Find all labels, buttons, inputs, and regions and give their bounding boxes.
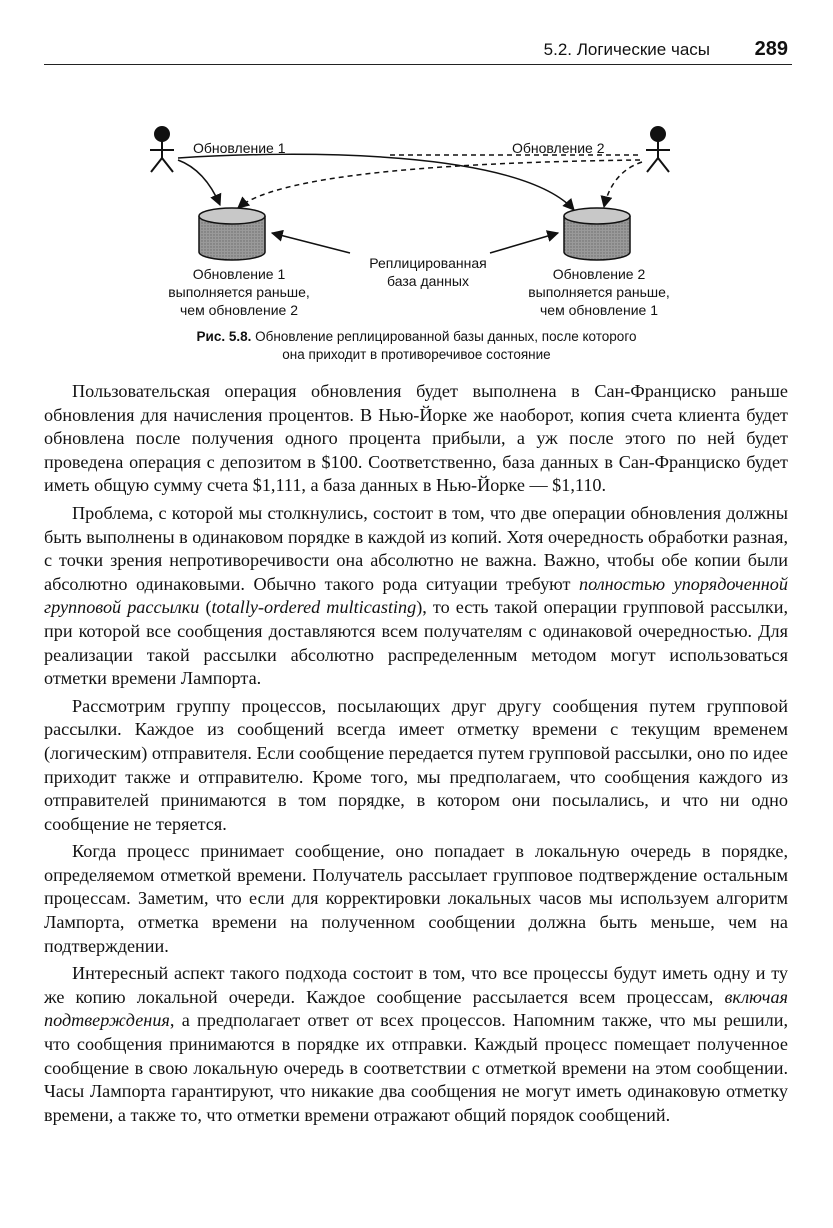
right-note-line2: выполняется раньше, bbox=[528, 284, 670, 300]
update2-label: Обновление 2 bbox=[512, 140, 605, 156]
paragraph-1: Пользовательская операция обновления будет выполнена в Сан-Франциско раньше обновления для начисления процентов. В Нью-Йорке же наоборот, копия счета клиента будет обновлена после получения одного процента прибыли, а уж после этого по ней будет проведена операция с депозитом в $100. Соответственно, база данных в Сан-Франциско будет иметь общую сумму счета $1,111, а база данных в Нью-Йорке — $1,110. bbox=[44, 381, 788, 496]
update1-to-left-db-arrow bbox=[178, 160, 220, 205]
left-note-line1: Обновление 1 bbox=[192, 266, 286, 282]
right-note-line3: чем обновление 1 bbox=[539, 302, 659, 318]
replicated-label-right-arrow bbox=[490, 233, 558, 253]
replicated-label-left-arrow bbox=[272, 233, 350, 253]
paragraph-2 bbox=[44, 502, 788, 691]
update1-to-right-db-arrow bbox=[178, 154, 574, 210]
left-note-line3: чем обновление 2 bbox=[179, 302, 299, 318]
figure-caption bbox=[60, 328, 773, 364]
paragraph-2-text-c: ), то есть такой операции групповой рассылки, при которой все сообщения доставляются всем получателям с одинаковой очередностью. Для реализации такой рассылки абсолютно распределенным методом могут использоваться отметки времени Лампорта. bbox=[44, 597, 788, 689]
figure-5-8 bbox=[0, 0, 833, 380]
header-section-title: 5.2. Логические часы bbox=[543, 40, 710, 59]
paragraph-2-emphasis-2: totally-ordered multicasting bbox=[211, 597, 417, 618]
paragraph-2-text-b: ( bbox=[199, 597, 212, 618]
right-user-icon bbox=[646, 127, 670, 172]
paragraph-5-text-b: , а предполагает ответ от всех процессов. Напомним также, что мы решили, что сообщения принимаются в порядке их отправки. Каждый процесс помещает полученное сообщение в свою локальную очередь в соответствии с отметкой времени на этом сообщении. Часы Лампорта гарантируют, что никакие два сообщения не могут иметь одинаковую отметку времени, а также то, что отметки времени отражают общий порядок сообщений. bbox=[44, 1010, 788, 1125]
left-note-line2: выполняется раньше, bbox=[168, 284, 310, 300]
update2-to-right-db-arrow bbox=[604, 162, 642, 207]
page-number: 289 bbox=[754, 38, 788, 60]
paragraph-2-text-a: Проблема, с которой мы столкнулись, состоит в том, что две операции обновления должны быть выполнены в одинаковом порядке в каждой из копий. Хотя очередность обработки разная, с точки зрения непротиворечивости она абсолютно не важна. Важно, чтобы обе копии были абсолютно одинаковыми. Обычно такого рода ситуации требуют bbox=[44, 502, 788, 594]
paragraph-3: Рассмотрим группу процессов, посылающих друг другу сообщения путем групповой рассылки. Каждое из сообщений всегда имеет отметку времени с текущим временем (логическим) отправителя. Если сообщение передается путем групповой рассылки, оно по идее приходит также и отправителю. Кроме того, мы предполагаем, что сообщения каждого из отправителей принимаются в том порядке, в котором они посылались, и что ни одно сообщение не теряется. bbox=[44, 695, 788, 834]
replicated-db-label-line1: Реплицированная bbox=[369, 255, 487, 271]
body-text bbox=[44, 380, 788, 1131]
caption-label: Рис. 5.8. bbox=[196, 329, 252, 344]
caption-line2: она приходит в противоречивое состояние bbox=[282, 347, 551, 362]
paragraph-2-emphasis-1: полностью упорядоченной групповой рассылки bbox=[44, 573, 788, 618]
update2-to-left-db-arrow bbox=[238, 160, 640, 208]
right-database-icon bbox=[564, 208, 630, 260]
paragraph-5-emphasis: включая подтверждения bbox=[44, 986, 788, 1031]
left-database-icon bbox=[199, 208, 265, 260]
paragraph-5-text-a: Интересный аспект такого подхода состоит в том, что все процессы будут иметь одну и ту же копию локальной очереди. Каждое сообщение рассылается всем процессам, bbox=[44, 963, 788, 1007]
left-user-icon bbox=[150, 127, 174, 172]
paragraph-5 bbox=[44, 962, 788, 1127]
replicated-db-diagram bbox=[0, 0, 833, 330]
right-note-line1: Обновление 2 bbox=[552, 266, 646, 282]
caption-line1: Обновление реплицированной базы данных, после которого bbox=[255, 329, 637, 344]
paragraph-4: Когда процесс принимает сообщение, оно попадает в локальную очередь в порядке, определяемом отметкой времени. Получатель рассылает групповое подтверждение остальным процессам. Заметим, что если для корректировки локальных часов мы используем алгоритм Лампорта, отметка времени на полученном сообщении должна быть меньше, чем на подтверждении. bbox=[44, 841, 788, 956]
replicated-db-label-line2: база данных bbox=[387, 273, 469, 289]
update1-label: Обновление 1 bbox=[193, 140, 286, 156]
